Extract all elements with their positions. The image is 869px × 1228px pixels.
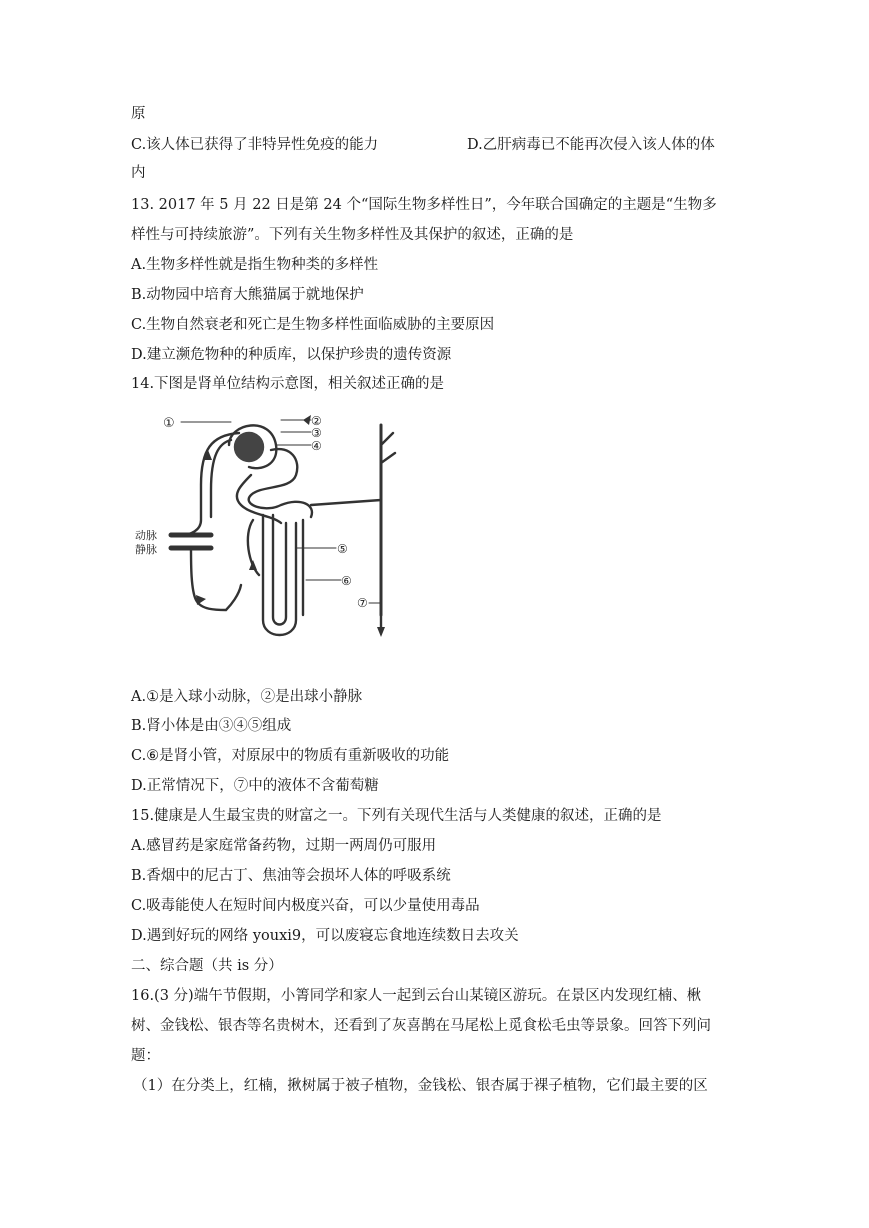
question-14-option-c: C.⑥是肾小管，对原尿中的物质有重新吸收的功能 [131,748,450,764]
question-14-option-a: A.①是入球小动脉，②是出球小静脉 [131,689,363,705]
label-3: ③ [311,426,322,440]
label-artery: 动脉 [135,529,157,542]
nephron-diagram [131,405,421,650]
question-15-option-b: B.香烟中的尼古丁、焦油等会损坏人体的呼吸系统 [131,868,451,884]
option-c: C.该人体已获得了非特异性免疫的能力 [131,137,379,153]
question-15-option-c: C.吸毒能使人在短时间内极度兴奋，可以少量使用毒品 [131,898,480,914]
label-5: ⑤ [337,542,348,556]
question-13-stem: 13. 2017 年 5 月 22 日是第 24 个“国际生物多样性日”，今年联合国确定的主题是“生物多 [131,197,717,213]
question-15-stem: 15.健康是人生最宝贵的财富之一。下列有关现代生活与人类健康的叙述，正确的是 [131,808,662,824]
question-13-stem-cont: 样性与可持续旅游”。下列有关生物多样性及其保护的叙述，正确的是 [131,227,574,243]
question-16-stem-cont: 树、金钱松、银杏等名贵树木，还看到了灰喜鹊在马尾松上觅食松毛虫等景象。回答下列问 [131,1018,711,1034]
label-vein: 静脉 [135,543,157,556]
option-d: D.乙肝病毒已不能再次侵入该人体的体 [467,137,715,153]
text-line: 内 [131,165,146,181]
text-line: 原 [131,106,146,122]
question-13-option-c: C.生物自然衰老和死亡是生物多样性面临威胁的主要原因 [131,317,495,333]
question-14-option-d: D.正常情况下，⑦中的液体不含葡萄糖 [131,778,379,794]
question-15-option-d: D.遇到好玩的网络 youxi9，可以废寝忘食地连续数日去攻关 [131,928,519,944]
question-16-part-1: （1）在分类上，红楠，揪树属于被子植物，金钱松、银杏属于裸子植物，它们最主要的区 [133,1078,708,1094]
question-14-option-b: B.肾小体是由③④⑤组成 [131,718,292,734]
question-16-stem-cont: 题： [131,1048,160,1064]
label-2: ② [311,414,322,428]
section-heading: 二、综合题（共 is 分） [131,958,283,974]
label-7: ⑦ [357,596,368,610]
question-13-option-a: A.生物多样性就是指生物种类的多样性 [131,257,379,273]
label-1: ① [163,416,175,431]
label-6: ⑥ [341,574,352,588]
question-16-stem: 16.(3 分)端午节假期，小箐同学和家人一起到云台山某镜区游玩。在景区内发现红楠、楸 [131,988,702,1004]
question-15-option-a: A.感冒药是家庭常备药物，过期一两周仍可服用 [131,838,437,854]
question-13-option-b: B.动物园中培育大熊猫属于就地保护 [131,287,364,303]
question-13-option-d: D.建立濒危物种的种质库，以保护珍贵的遗传资源 [131,347,452,363]
question-14-stem: 14.下图是肾单位结构示意图，相关叙述正确的是 [131,376,445,392]
label-4: ④ [311,439,322,453]
